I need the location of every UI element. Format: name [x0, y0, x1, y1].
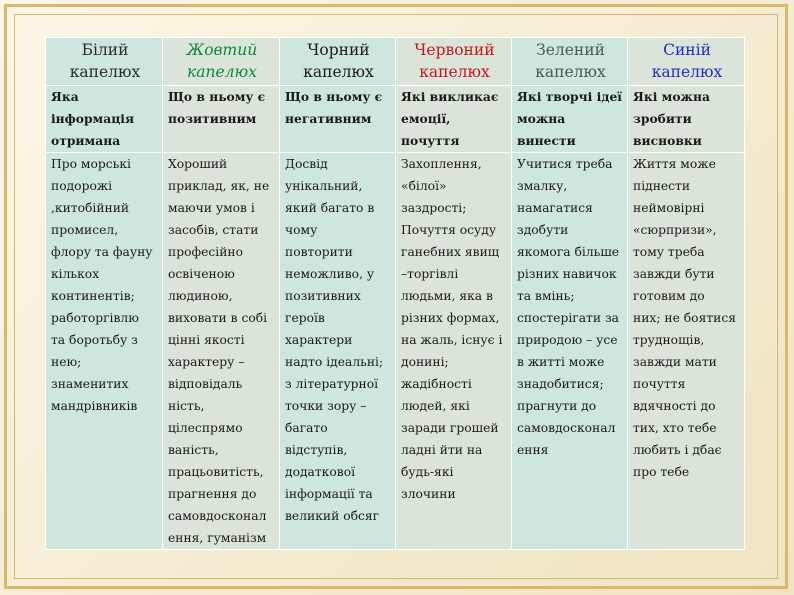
question-line: можна — [517, 111, 566, 126]
header-white-hat-line: капелюх — [69, 63, 141, 81]
content-row — [46, 153, 745, 550]
content-line: приклад, як, не — [168, 179, 270, 193]
content-red-hat — [396, 153, 512, 550]
header-green-hat-line: капелюх — [535, 63, 606, 81]
content-line: Учитися треба — [517, 157, 613, 171]
content-blue-hat — [628, 153, 745, 550]
content-line: інформації та — [285, 487, 373, 501]
content-line: та боротьбу з — [51, 333, 138, 347]
content-line: унікальний, — [285, 179, 363, 193]
question-line: Які творчі ідеї — [517, 89, 622, 104]
content-line: самовдосконал — [517, 421, 616, 435]
header-black-hat-line: Чорний — [307, 41, 370, 59]
content-line: з літературної — [285, 377, 379, 391]
content-line: донині; — [401, 355, 449, 369]
header-red-hat — [396, 38, 512, 86]
question-red-hat — [396, 86, 512, 153]
content-line: континентів; — [51, 289, 135, 303]
question-row — [46, 86, 745, 153]
content-line: тому треба — [633, 245, 705, 259]
content-line: відповідаль — [168, 377, 243, 391]
content-line: характери — [285, 333, 353, 347]
content-line: ваність, — [168, 443, 219, 457]
question-line: негативним — [285, 111, 372, 126]
question-white-hat — [46, 86, 163, 153]
question-line: інформація — [51, 111, 135, 126]
question-black-hat — [280, 86, 396, 153]
content-line: характеру – — [168, 355, 245, 369]
content-line: прагнення до — [168, 487, 257, 501]
content-white-hat — [46, 153, 163, 550]
content-line: різних навичок — [517, 267, 617, 281]
content-line: якомога більше — [517, 245, 620, 259]
content-line: готовим до — [633, 289, 705, 303]
content-line: Про морські — [51, 157, 131, 171]
question-line: почуття — [401, 133, 460, 148]
content-line: самовдосконал — [168, 509, 267, 523]
header-blue-hat-line: капелюх — [651, 63, 723, 81]
content-line: цінні якості — [168, 333, 245, 347]
content-line: відступів, — [285, 443, 348, 457]
header-yellow-hat — [163, 38, 280, 86]
content-line: работоргівлю — [51, 311, 139, 325]
question-line: Що в ньому є — [168, 89, 266, 104]
content-line: надто ідеальні; — [285, 355, 384, 369]
content-line: позитивних — [285, 289, 361, 303]
content-line: мандрівників — [51, 399, 138, 413]
question-green-hat — [512, 86, 628, 153]
question-line: Що в ньому є — [285, 89, 383, 104]
question-yellow-hat — [163, 86, 280, 153]
content-line: людей, які — [401, 399, 470, 413]
content-line: спостерігати за — [517, 311, 619, 325]
content-line: та вмінь; — [517, 289, 575, 303]
content-line: неймовірні — [633, 201, 705, 215]
content-line: героїв — [285, 311, 325, 325]
content-line: додаткової — [285, 465, 356, 479]
content-line: ність, — [168, 399, 205, 413]
content-line: маючи умов і — [168, 201, 255, 215]
content-line: будь-які — [401, 465, 454, 479]
content-line: подорожі — [51, 179, 113, 193]
content-line: завжди мати — [633, 355, 717, 369]
header-blue-hat-line: Синій — [663, 41, 711, 59]
content-line: Досвід — [285, 157, 328, 171]
content-line: різних формах, — [401, 311, 500, 325]
header-green-hat — [512, 38, 628, 86]
content-line: освіченою — [168, 267, 235, 281]
header-black-hat-line: капелюх — [303, 63, 374, 81]
content-line: ладні йти на — [401, 443, 483, 457]
content-green-hat — [512, 153, 628, 550]
header-red-hat-line: Червоний — [414, 41, 495, 59]
header-red-hat-line: капелюх — [419, 63, 490, 81]
content-line: чому — [285, 223, 318, 237]
content-line: професійно — [168, 245, 243, 259]
question-line: позитивним — [168, 111, 257, 126]
content-line: великий обсяг — [285, 509, 380, 523]
header-white-hat — [46, 38, 163, 86]
content-line: жадібності — [401, 377, 472, 391]
content-line: людиною, — [168, 289, 233, 303]
content-line: знадобитися; — [517, 377, 604, 391]
content-line: ганебних явищ — [401, 245, 500, 259]
content-line: про тебе — [633, 465, 690, 479]
content-line: ення, гуманізм — [168, 531, 267, 545]
question-line: Які можна — [633, 89, 710, 104]
content-line: Почуття осуду — [401, 223, 497, 237]
content-line: злочини — [401, 487, 456, 501]
question-line: Які викликає — [401, 89, 499, 104]
header-black-hat — [280, 38, 396, 86]
content-line: на жаль, існує і — [401, 333, 503, 347]
content-line: здобути — [517, 223, 569, 237]
question-blue-hat — [628, 86, 745, 153]
content-line: повторити — [285, 245, 353, 259]
content-line: природою – усе — [517, 333, 618, 347]
content-line: неможливо, у — [285, 267, 375, 281]
content-line: промисел, — [51, 223, 119, 237]
content-line: заради грошей — [401, 421, 499, 435]
content-line: любить і дбає — [633, 443, 722, 457]
content-line: вдячності до — [633, 399, 716, 413]
content-black-hat — [280, 153, 396, 550]
question-line: емоції, — [401, 111, 451, 126]
content-line: цілеспрямо — [168, 421, 243, 435]
content-line: –торгівлі — [401, 267, 459, 281]
content-line: піднести — [633, 179, 691, 193]
question-line: винести — [517, 133, 576, 148]
content-line: який багато в — [285, 201, 375, 215]
content-line: засобів, стати — [168, 223, 259, 237]
content-line: ення — [517, 443, 549, 457]
six-hats-table — [45, 37, 745, 550]
header-yellow-hat-line: Жовтий — [186, 41, 258, 59]
content-line: заздрості; — [401, 201, 467, 215]
content-line: багато — [285, 421, 328, 435]
content-line: флору та фауну — [51, 245, 153, 259]
content-line: Захоплення, — [401, 157, 482, 171]
content-line: людьми, яка в — [401, 289, 493, 303]
content-line: прагнути до — [517, 399, 597, 413]
content-line: завжди бути — [633, 267, 715, 281]
content-line: труднощів, — [633, 333, 705, 347]
content-line: «білої» — [401, 179, 447, 193]
content-line: них; не боятися — [633, 311, 736, 325]
content-line: в житті може — [517, 355, 605, 369]
header-white-hat-line: Білий — [81, 41, 129, 59]
content-line: почуття — [633, 377, 686, 391]
question-line: зробити — [633, 111, 692, 126]
content-line: знаменитих — [51, 377, 129, 391]
header-yellow-hat-line: капелюх — [187, 63, 257, 81]
content-line: кількох — [51, 267, 100, 281]
content-line: виховати в собі — [168, 311, 268, 325]
question-line: Яка — [51, 89, 79, 104]
header-row — [46, 38, 745, 86]
content-line: тих, хто тебе — [633, 421, 717, 435]
content-line: точки зору – — [285, 399, 367, 413]
content-line: нею; — [51, 355, 82, 369]
content-line: Життя може — [633, 157, 716, 171]
content-line: Хороший — [168, 157, 228, 171]
header-green-hat-line: Зелений — [536, 41, 605, 59]
content-line: змалку, — [517, 179, 568, 193]
question-line: отримана — [51, 133, 121, 148]
content-line: намагатися — [517, 201, 593, 215]
content-yellow-hat — [163, 153, 280, 550]
content-line: «сюрпризи», — [633, 223, 717, 237]
content-line: ,китобійний — [51, 201, 130, 215]
content-line: працьовитість, — [168, 465, 264, 479]
header-blue-hat — [628, 38, 745, 86]
question-line: висновки — [633, 133, 702, 148]
